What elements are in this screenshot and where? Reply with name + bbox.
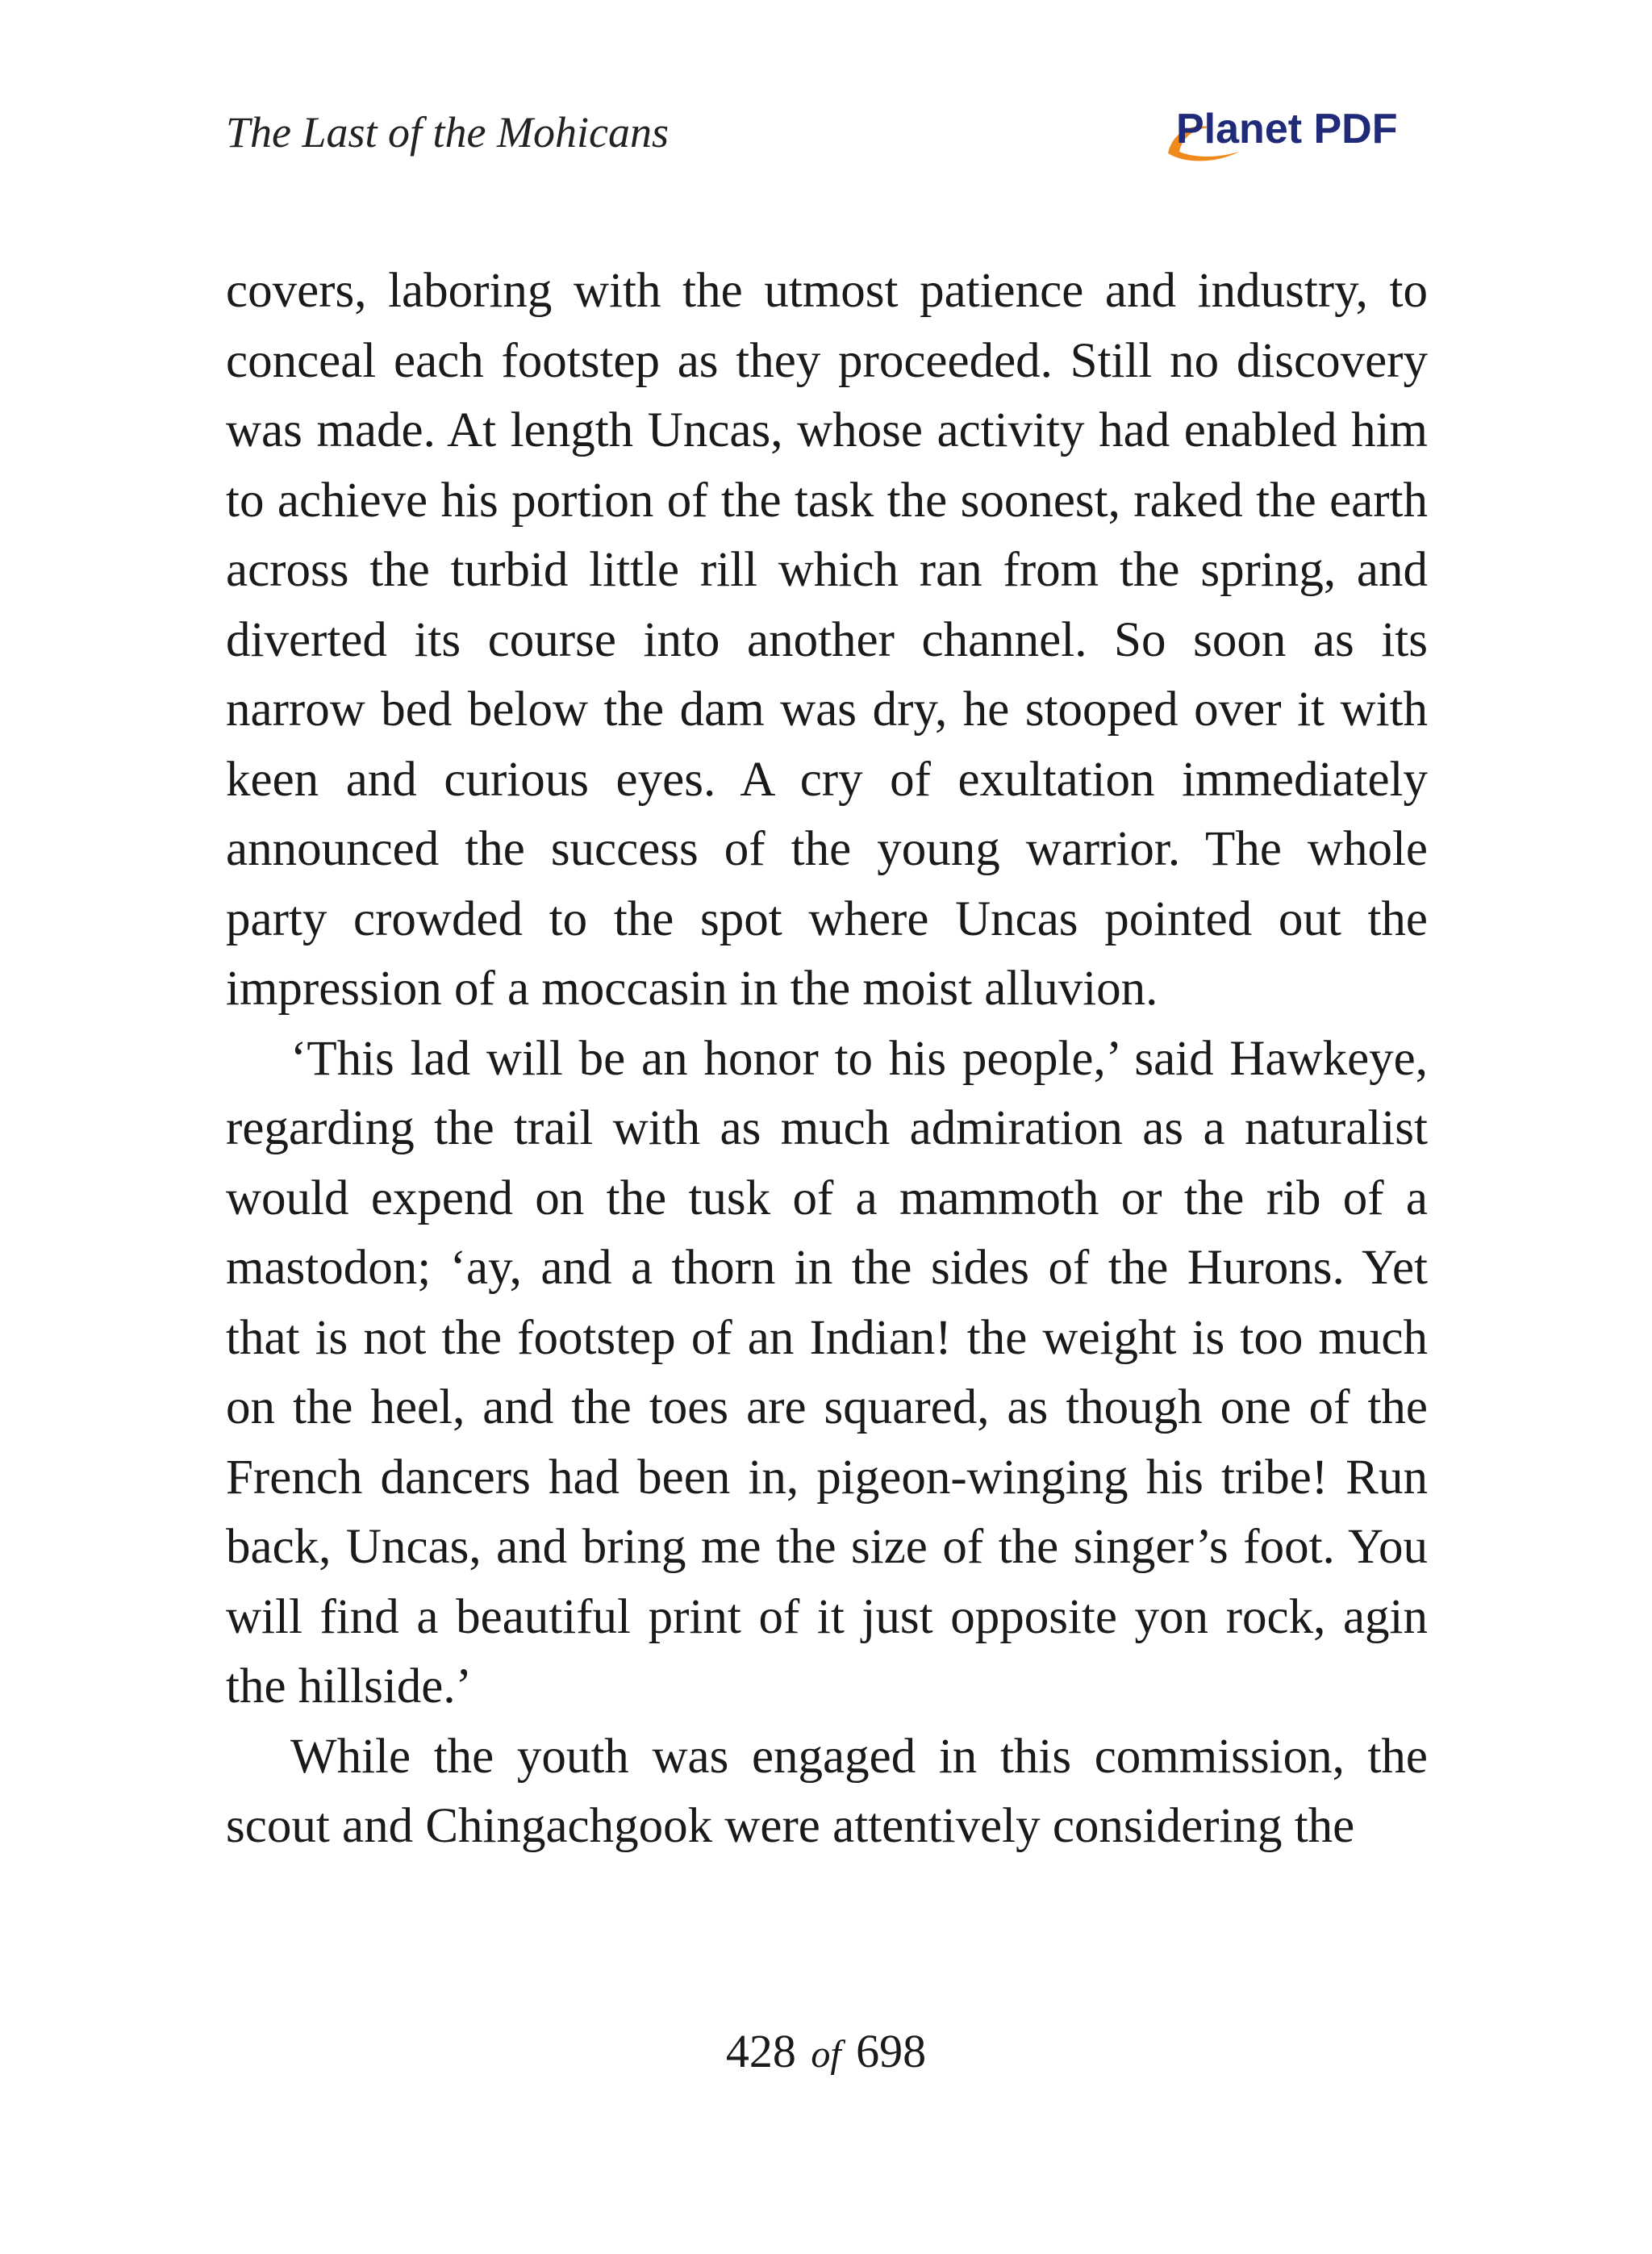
page-number (0, 2023, 1652, 2083)
page-header (226, 103, 1428, 176)
page-body (226, 257, 1428, 1862)
current-page: 428 (725, 2025, 796, 2077)
total-pages: 698 (856, 2025, 927, 2077)
logo-text: Planet PDF (1176, 106, 1398, 152)
paragraph: While the youth was engaged in this commission, the scout and Chingachgook were attentively considering the (226, 1729, 1428, 1853)
of-label: of (811, 2033, 841, 2076)
paragraph: covers, laboring with the utmost patience and industry, to conceal each footstep as they proceeded. Still no discovery was made. At length Uncas, whose activity had enabled him to achieve his portion of the task the soonest, raked the earth across the turbid little rill which ran from the spring, and diverted its course into another channel. So soon as its narrow bed below the dam was dry, he stooped over it with keen and curious eyes. A cry of exultation immediately announced the success of the young warrior. The whole party crowded to the spot where Uncas pointed out the impression of a moccasin in the moist alluvion. (226, 264, 1428, 1016)
book-title: The Last of the Mohicans (226, 108, 669, 157)
planet-pdf-logo[interactable] (1162, 103, 1428, 168)
paragraph: ‘This lad will be an honor to his people,’ said Hawkeye, regarding the trail with as much admiration as a naturalist would expend on the tusk of a mammoth or the rib of a mastodon; ‘ay, and a thorn in the sides of the Hurons. Yet that is not the footstep of an Indian! the weight is too much on the heel, and the toes are squared, as though one of the French dancers had been in, pigeon-winging his tribe! Run back, Uncas, and bring me the size of the singer’s foot. You will find a beautiful print of it just opposite yon rock, agin the hillside.’ (226, 1031, 1428, 1713)
